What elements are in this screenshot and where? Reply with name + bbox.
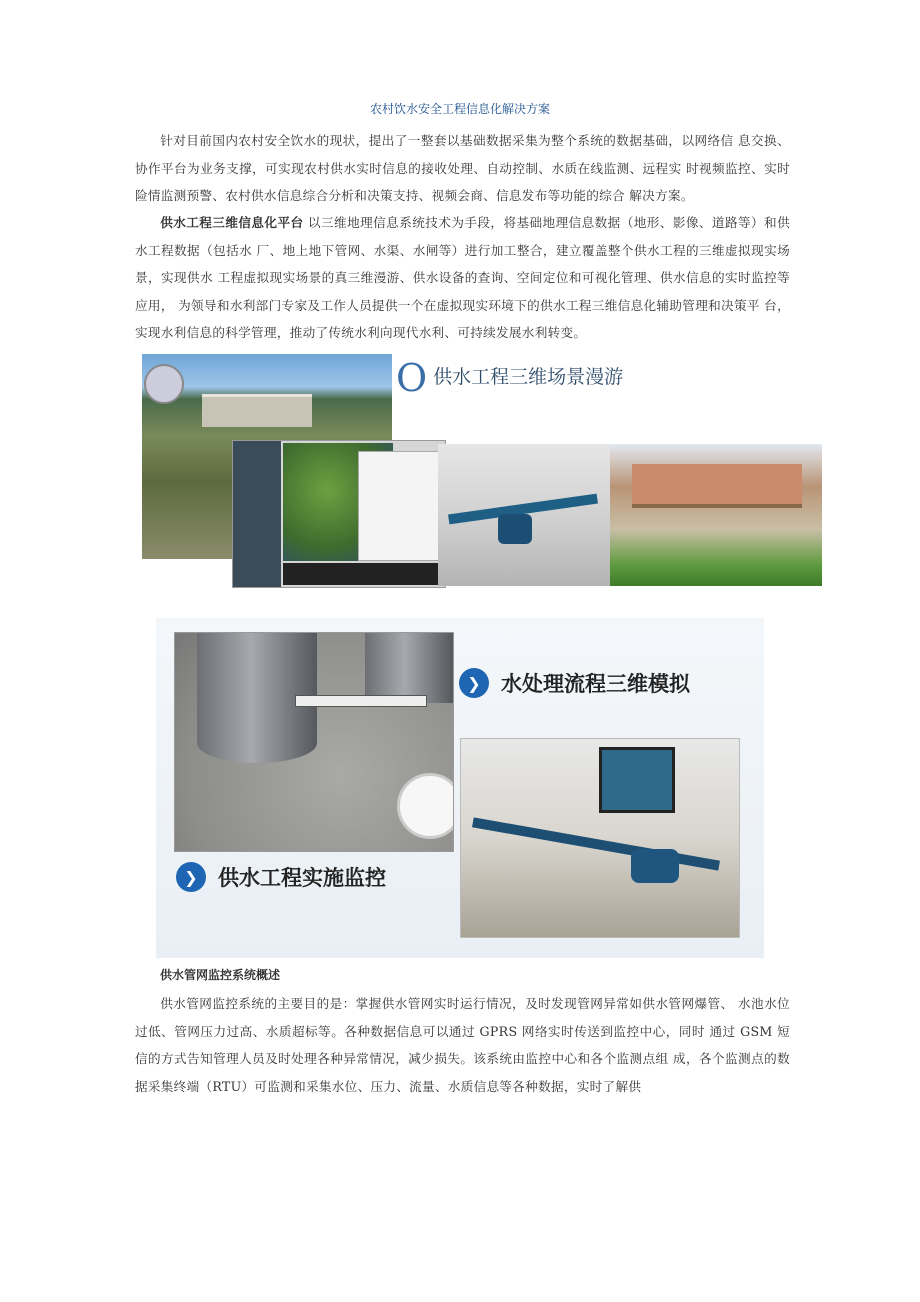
ui-control-bar	[283, 563, 443, 585]
info-label-shape	[295, 695, 427, 707]
pump-station-image	[438, 444, 610, 586]
pipe-shape	[472, 817, 720, 870]
figure1-caption	[396, 352, 696, 402]
monitor-screen-shape	[599, 747, 675, 813]
pump-shape	[498, 514, 532, 544]
arrow-right-icon: ❯	[459, 668, 489, 698]
platform-paragraph	[135, 209, 790, 347]
building-shape	[632, 464, 802, 508]
section-heading: 供水管网监控系统概述	[160, 968, 281, 982]
ui-document-panel	[358, 451, 442, 561]
page-title: 农村饮水安全工程信息化解决方案	[369, 102, 550, 116]
figure-process-monitoring	[156, 618, 764, 958]
tank-monitoring-image	[174, 632, 454, 852]
process-caption	[459, 668, 690, 698]
compass-icon	[144, 364, 184, 404]
figure1-caption-text: 供水工程三维场景漫游	[433, 366, 624, 388]
pressure-gauge-icon	[397, 773, 454, 839]
monitor-caption-text: 供水工程实施监控	[218, 866, 386, 890]
motor-shape	[631, 849, 679, 883]
ui-sidebar	[233, 441, 281, 587]
tank-cylinder-shape	[365, 633, 453, 703]
pump-room-image	[460, 738, 740, 938]
dam-shape	[202, 394, 312, 427]
intro-paragraph: 针对目前国内农村安全饮水的现状，提出了一整套以基础数据采集为整个系统的数据基础，以网络信 息交换、协作平台为业务支撑，可实现农村供水实时信息的接收处理、自动控制、水质在线监测、远程实 时视频监控、实时险情监测预警、农村供水信息综合分析和决策支持、视频会商、信息发布等功能的综合 解决方案。	[135, 133, 790, 203]
platform-term: 供水工程三维信息化平台	[160, 215, 304, 230]
process-caption-text: 水处理流程三维模拟	[501, 672, 690, 696]
circle-marker-icon: O	[396, 355, 428, 400]
monitor-caption	[176, 862, 386, 892]
arrow-right-icon: ❯	[176, 862, 206, 892]
platform-description: 以三维地理信息系统技术为手段，将基础地理信息数据（地形、影像、道路等）和供水工程数据（包括水 厂、地上地下管网、水渠、水闸等）进行加工整合，建立覆盖整个供水工程的三维虚拟现实场景，实现供水 工程虚拟现实场景的真三维漫游、供水设备的查询、空间定位和可视化管理、供水信息的实时监控等应用， 为领导和水利部门专家及工作人员提供一个在虚拟现实环境下的供水工程三维信息化辅助管理和决策平 台，实现水利信息的科学管理，推动了传统水利向现代水利、可持续发展水利转变。	[135, 215, 790, 340]
waterworks-plaza-image	[610, 444, 822, 586]
overview-paragraph: 供水管网监控系统的主要目的是：掌握供水管网实时运行情况，及时发现管网异常如供水管网爆管、 水池水位过低、管网压力过高、水质超标等。各种数据信息可以通过 GPRS 网络实时传送到监控中心，同时 通过 GSM 短信的方式告知管理人员及时处理各种异常情况，减少损失。该系统由监控中心和各个监测点组 成，各个监测点的数据采集终端（RTU）可监测和采集水位、压力、流量、水质信息等各种数据，实时了解供	[135, 996, 790, 1094]
software-interface-image	[232, 440, 446, 588]
figure-3d-scene-roaming	[142, 352, 822, 588]
